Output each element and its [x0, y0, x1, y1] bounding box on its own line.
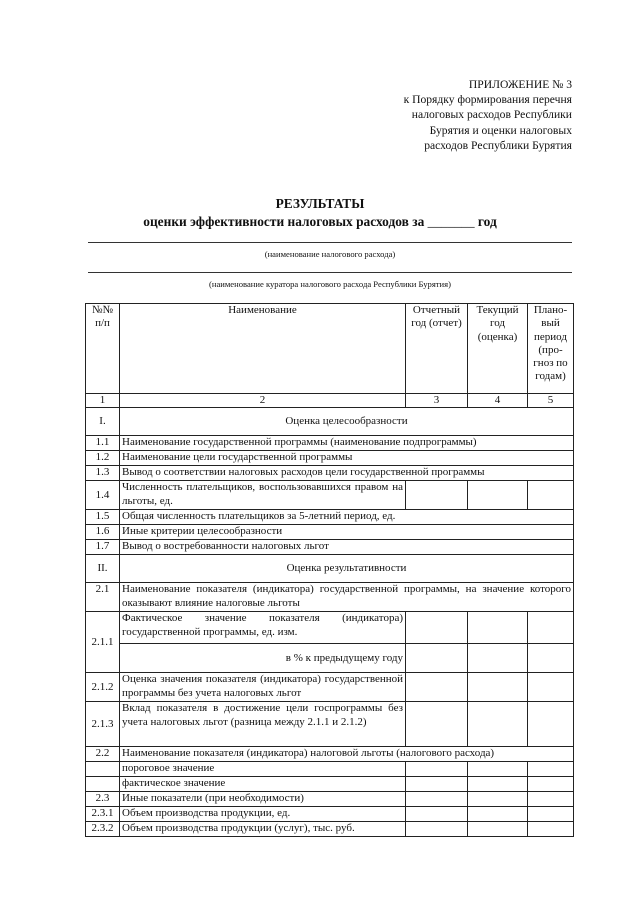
value-cell [406, 762, 468, 777]
value-cell [468, 822, 528, 837]
appendix-line: к Порядку формирования перечня [403, 93, 572, 107]
section-title: Оценка целесообразности [120, 408, 574, 436]
row-name: фактическое значение [120, 777, 406, 792]
row-number: 2.3.1 [86, 807, 120, 822]
table-row [86, 792, 574, 807]
value-cell [406, 777, 468, 792]
row-name: Наименование государственной программы (наименование подпрограммы) [120, 436, 574, 451]
table-row [86, 807, 574, 822]
row-name: Объем производства продукции, ед. [120, 807, 406, 822]
row-name: Объем производства продукции (услуг), тыс. руб. [120, 822, 406, 837]
table-row [86, 747, 574, 762]
row-name: Иные показатели (при необходимости) [120, 792, 406, 807]
row-number: 1.7 [86, 540, 120, 555]
column-numbers-row [86, 394, 574, 408]
value-cell [528, 481, 574, 510]
row-number: 2.1.2 [86, 673, 120, 702]
row-name: Вклад показателя в достижение цели госпрограммы без учета налоговых льгот (разница между 2.1.1 и 2.1.2) [120, 702, 406, 747]
year-blank: _______ [427, 214, 475, 229]
table-row [86, 481, 574, 510]
row-name: Наименование показателя (индикатора) государственной программы, на значение которого оказывают влияние налоговые льготы [120, 583, 574, 612]
appendix-line: налоговых расходов Республики [411, 108, 572, 122]
row-name: Вывод о востребованности налоговых льгот [120, 540, 574, 555]
row-name: пороговое значение [120, 762, 406, 777]
value-cell [468, 644, 528, 673]
title-main: РЕЗУЛЬТАТЫ [275, 196, 365, 211]
value-cell [528, 702, 574, 747]
value-cell [406, 481, 468, 510]
appendix-block [330, 77, 572, 153]
row-number: 2.1.3 [86, 702, 120, 747]
value-cell [406, 807, 468, 822]
value-cell [528, 822, 574, 837]
table-row [86, 702, 574, 747]
column-number: 1 [86, 394, 120, 408]
value-cell [406, 822, 468, 837]
section-row [86, 408, 574, 436]
appendix-line: Бурятия и оценки налоговых [429, 123, 572, 137]
table-row [86, 673, 574, 702]
row-name: Иные критерии целесообразности [120, 525, 574, 540]
row-name: Общая численность плательщиков за 5-летний период, ед. [120, 510, 574, 525]
results-table [85, 303, 574, 837]
value-cell [528, 792, 574, 807]
row-name: Фактическое значение показателя (индикатора) государственной программы, ед. изм. [120, 612, 406, 644]
header-plan-period: Плано-вый период (про-гноз по годам) [528, 304, 574, 394]
table-row [86, 451, 574, 466]
header-num: №№ п/п [86, 304, 120, 394]
row-number: 1.6 [86, 525, 120, 540]
value-cell [528, 777, 574, 792]
row-number: 1.5 [86, 510, 120, 525]
table-row [86, 540, 574, 555]
row-name: Наименование показателя (индикатора) налоговой льготы (налогового расхода) [120, 747, 574, 762]
value-cell [468, 702, 528, 747]
appendix-line: расходов Республики Бурятия [424, 138, 572, 152]
row-name: Численность плательщиков, воспользовавшихся правом на льготы, ед. [120, 481, 406, 510]
subtitle-prefix: оценки эффективности налоговых расходов за [143, 214, 425, 229]
value-cell [468, 481, 528, 510]
value-cell [528, 673, 574, 702]
row-number [86, 762, 120, 777]
row-number: 1.1 [86, 436, 120, 451]
row-name: Наименование цели государственной программы [120, 451, 574, 466]
value-cell [528, 762, 574, 777]
curator-name-line [88, 272, 572, 273]
row-number: 2.3.2 [86, 822, 120, 837]
table-row [86, 762, 574, 777]
table-row [86, 583, 574, 612]
value-cell [406, 792, 468, 807]
value-cell [468, 807, 528, 822]
value-cell [468, 792, 528, 807]
row-number: 2.1 [86, 583, 120, 612]
value-cell [528, 644, 574, 673]
table-row [86, 436, 574, 451]
header-name: Наименование [120, 304, 406, 394]
row-number: 2.3 [86, 792, 120, 807]
table-row [86, 644, 574, 673]
header-row [86, 304, 574, 394]
row-number [86, 777, 120, 792]
row-subname: в % к предыдущему году [120, 644, 406, 673]
document-title [0, 195, 640, 230]
value-cell [528, 612, 574, 644]
tax-expense-name-caption: (наименование налогового расхода) [264, 249, 396, 259]
subtitle-suffix: год [477, 214, 497, 229]
row-number: 1.3 [86, 466, 120, 481]
appendix-line: ПРИЛОЖЕНИЕ № 3 [468, 78, 572, 91]
value-cell [468, 762, 528, 777]
column-number: 5 [528, 394, 574, 408]
section-number: II. [86, 555, 120, 583]
table-row [86, 466, 574, 481]
value-cell [528, 807, 574, 822]
value-cell [406, 644, 468, 673]
value-cell [468, 777, 528, 792]
section-row [86, 555, 574, 583]
column-number: 2 [120, 394, 406, 408]
table-row [86, 822, 574, 837]
value-cell [406, 702, 468, 747]
section-title: Оценка результативности [120, 555, 574, 583]
row-number: 1.2 [86, 451, 120, 466]
header-current-year: Текущий год (оценка) [468, 304, 528, 394]
tax-expense-name-line [88, 242, 572, 243]
value-cell [406, 612, 468, 644]
table-row [86, 510, 574, 525]
value-cell [406, 673, 468, 702]
value-cell [468, 612, 528, 644]
column-number: 3 [406, 394, 468, 408]
title-subtitle [0, 213, 640, 230]
row-name: Вывод о соответствии налоговых расходов цели государственной программы [120, 466, 574, 481]
table-row [86, 612, 574, 644]
row-number: 2.1.1 [86, 612, 120, 673]
curator-name-caption: (наименование куратора налогового расхода Республики Бурятия) [209, 279, 451, 289]
row-number: 1.4 [86, 481, 120, 510]
section-number: I. [86, 408, 120, 436]
value-cell [468, 673, 528, 702]
header-reported-year: Отчетный год (отчет) [406, 304, 468, 394]
column-number: 4 [468, 394, 528, 408]
table-row [86, 777, 574, 792]
row-name: Оценка значения показателя (индикатора) государственной программы без учета налоговых льгот [120, 673, 406, 702]
table-row [86, 525, 574, 540]
row-number: 2.2 [86, 747, 120, 762]
